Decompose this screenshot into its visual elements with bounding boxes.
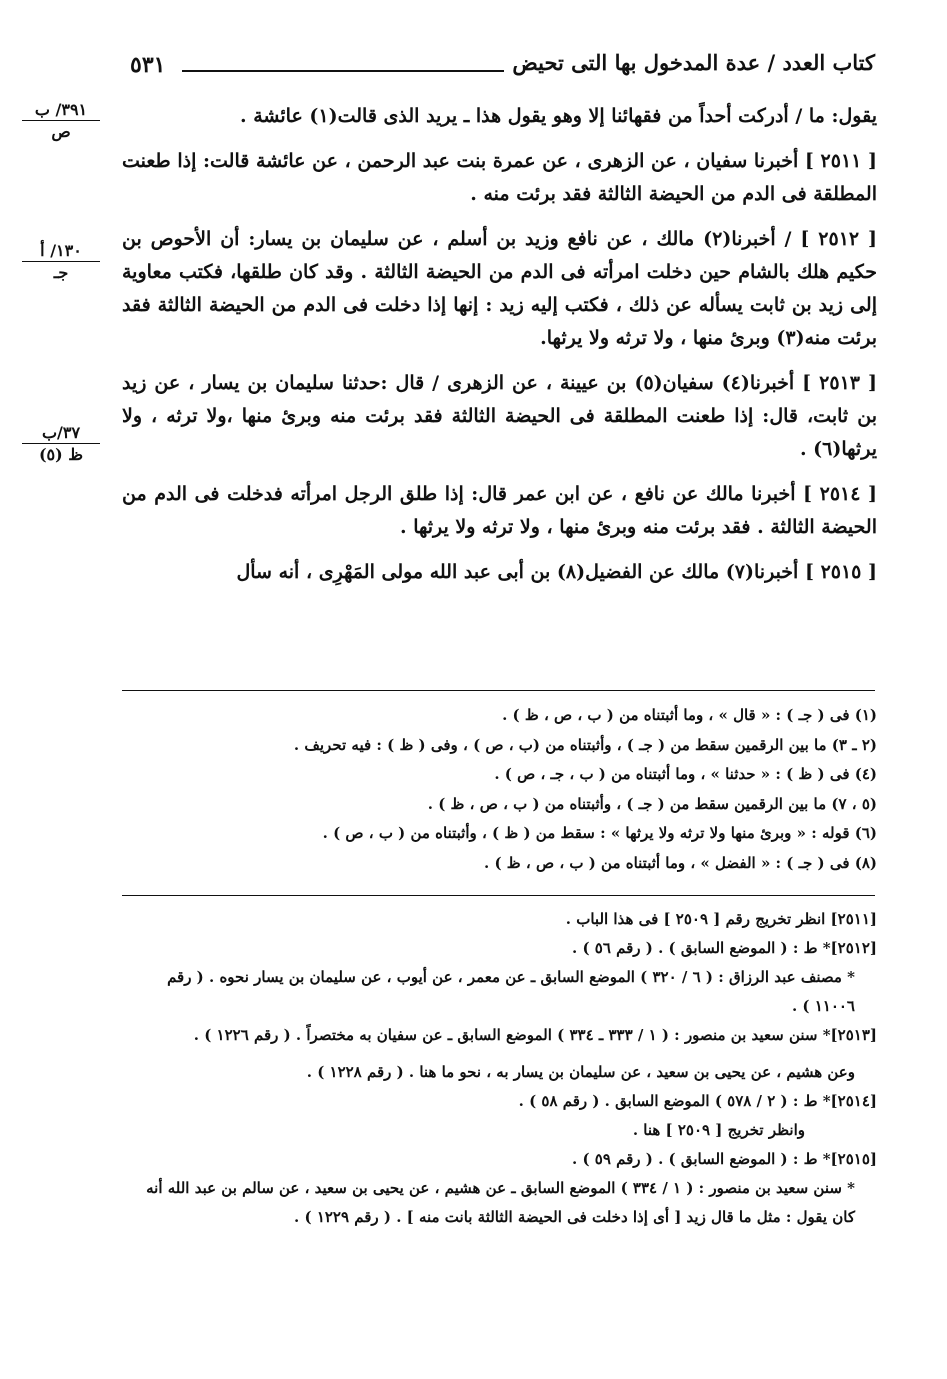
margin-note-folio: ١٣٠/ أ bbox=[22, 241, 100, 262]
header-rule bbox=[182, 70, 504, 72]
narration-2515 bbox=[122, 556, 877, 589]
takhrij-note: [٢٥١٣]* سنن سعيد بن منصور : ( ١ / ٣٣٣ ـ ٣٣٤ ) الموضع السابق ـ عن سفيان به مختصراً . ( رقم ١٢٢٦ ) . bbox=[193, 1026, 877, 1044]
footnote-separator bbox=[122, 690, 875, 691]
narration-2514 bbox=[122, 478, 877, 544]
narration-number: [ ٢٥١٢ ] bbox=[800, 228, 877, 250]
takhrij-notes bbox=[122, 905, 877, 1232]
page-number: ٥٣١ bbox=[130, 52, 166, 78]
paragraph-text: / أخبرنا(٢) مالك ، عن نافع وزيد بن أسلم ، عن سليمان بن يسار: أن الأحوص بن حكيم هلك بالشام حين دخلت امرأته فى الدم من الحيضة الثالثة . وقد كان طلقها، فكتب معاوية إلى زيد بن ثابت يسأله عن ذلك ، فكتب إليه زيد : إنها إذا دخلت فى الدم من الحيضة الثالثة فقد برئت منه(٣) وبرئ منها ، ولا ترثه ولا يرثها. bbox=[122, 228, 877, 349]
variant-footnotes bbox=[122, 701, 877, 878]
narration-2512 bbox=[122, 223, 877, 355]
takhrij-note: [٢٥١٥]* ط : ( الموضع السابق ) . ( رقم ٥٩ ) . bbox=[572, 1150, 877, 1168]
narration-number: [ ٢٥١١ ] bbox=[804, 150, 877, 172]
takhrij-note: [٢٥١٤]* ط : ( ٢ / ٥٧٨ ) الموضع السابق . ( رقم ٥٨ ) . bbox=[518, 1092, 877, 1110]
narration-number: [ ٢٥١٣ ] bbox=[802, 372, 877, 394]
takhrij-note: وعن هشيم ، عن يحيى بن سعيد ، عن سليمان بن يسار به ، نحو ما هنا . ( رقم ١٢٢٨ ) . bbox=[306, 1063, 855, 1081]
paragraph-text: أخبرنا(٧) مالك عن الفضيل(٨) بن أبى عبد الله مولى المَهْرِى ، أنه سأل bbox=[236, 561, 805, 583]
margin-note-siglum: ص bbox=[51, 122, 71, 141]
takhrij-note: وانظر تخريج [ ٢٥٠٩ ] هنا . bbox=[632, 1121, 805, 1139]
paragraph-text: يقول: ما / أدركت أحداً من فقهائنا إلا وهو يقول هذا ـ يريد الذى قالت(١) عائشة . bbox=[240, 105, 877, 127]
main-text bbox=[122, 100, 877, 601]
margin-note-2 bbox=[22, 241, 100, 282]
margin-note-3 bbox=[22, 423, 100, 464]
footnote: (١) فى ( جـ ) : « قال » ، وما أثبتناه من ( ب ، ص ، ظ ) . bbox=[502, 706, 877, 724]
narration-number: [ ٢٥١٥ ] bbox=[804, 561, 877, 583]
margin-note-siglum: جـ bbox=[53, 263, 69, 282]
paragraph-continuation bbox=[122, 100, 877, 133]
paragraph-text: أخبرنا(٤) سفيان(٥) بن عيينة ، عن الزهرى / قال :حدثنا سليمان بن يسار ، عن زيد بن ثابت، قال: إذا طعنت المطلقة فى الحيضة الثالثة فقد برئت منه وبرئ منها ،ولا ترثه ، ولا يرثها(٦) . bbox=[122, 372, 877, 460]
narration-2511 bbox=[122, 145, 877, 211]
footnote: (٤) فى ( ظ ) : « حدثنا » ، وما أثبتناه من ( ب ، جـ ، ص ) . bbox=[494, 765, 877, 783]
takhrij-note: * مصنف عبد الرزاق : ( ٦ / ٣٢٠ ) الموضع السابق ـ عن معمر ، عن أيوب ، عن سليمان بن يسار نحوه . ( رقم ١١٠٠٦ ) . bbox=[167, 968, 855, 1015]
paragraph-text: أخبرنا سفيان ، عن الزهرى ، عن عمرة بنت عبد الرحمن ، عن عائشة قالت: إذا طعنت المطلقة فى الدم من الحيضة الثالثة فقد برئت منه . bbox=[122, 150, 877, 205]
footnote: (٢ ـ ٣) ما بين الرقمين سقط من ( جـ ) ، وأثبتناه من (ب ، ص ) ، وفى ( ظ ) : فيه تحريف . bbox=[293, 735, 877, 754]
margin-note-1 bbox=[22, 100, 100, 141]
takhrij-note: * سنن سعيد بن منصور : ( ١ / ٣٣٤ ) الموضع السابق ـ عن هشيم ، عن يحيى بن سعيد ، عن سالم بن عبد الله أنه كان يقول : مثل ما قال زيد [ أى إذا دخلت فى الحيضة الثالثة بانت منه ] . ( رقم ١٢٢٩ ) . bbox=[146, 1179, 855, 1226]
narration-number: [ ٢٥١٤ ] bbox=[803, 483, 877, 505]
footnote: (٦) قوله : « وبرئ منها ولا ترثه ولا يرثها » : سقط من ( ظ ) ، وأثبتناه من ( ب ، ص ) . bbox=[322, 824, 877, 842]
footnote: (٥ ، ٧) ما بين الرقمين سقط من ( جـ ) ، وأثبتناه من ( ب ، ص ، ظ ) . bbox=[427, 794, 877, 813]
narration-2513 bbox=[122, 367, 877, 466]
margin-note-folio: ٣٩١/ ب bbox=[22, 100, 100, 121]
takhrij-note: [٢٥١١] انظر تخريج رقم [ ٢٥٠٩ ] فى هذا الباب . bbox=[565, 910, 877, 928]
page-header bbox=[120, 48, 875, 88]
takhrij-note: [٢٥١٢]* ط : ( الموضع السابق ) . ( رقم ٥٦ ) . bbox=[572, 939, 877, 957]
running-title: كتاب العدد / عدة المدخول بها التى تحيض bbox=[512, 50, 875, 75]
footnote: (٨) فى ( جـ ) : « الفضل » ، وما أثبتناه من ( ب ، ص ، ظ ) . bbox=[484, 853, 877, 872]
takhrij-separator bbox=[122, 895, 875, 896]
paragraph-text: أخبرنا مالك عن نافع ، عن ابن عمر قال: إذا طلق الرجل امرأته فدخلت فى الدم من الحيضة الثالثة . فقد برئت منه وبرئ منها ، ولا ترثه ولا يرثها . bbox=[122, 483, 877, 538]
margin-note-siglum: ظ (٥) bbox=[38, 445, 84, 464]
margin-note-folio: ٣٧/ب bbox=[22, 423, 100, 444]
